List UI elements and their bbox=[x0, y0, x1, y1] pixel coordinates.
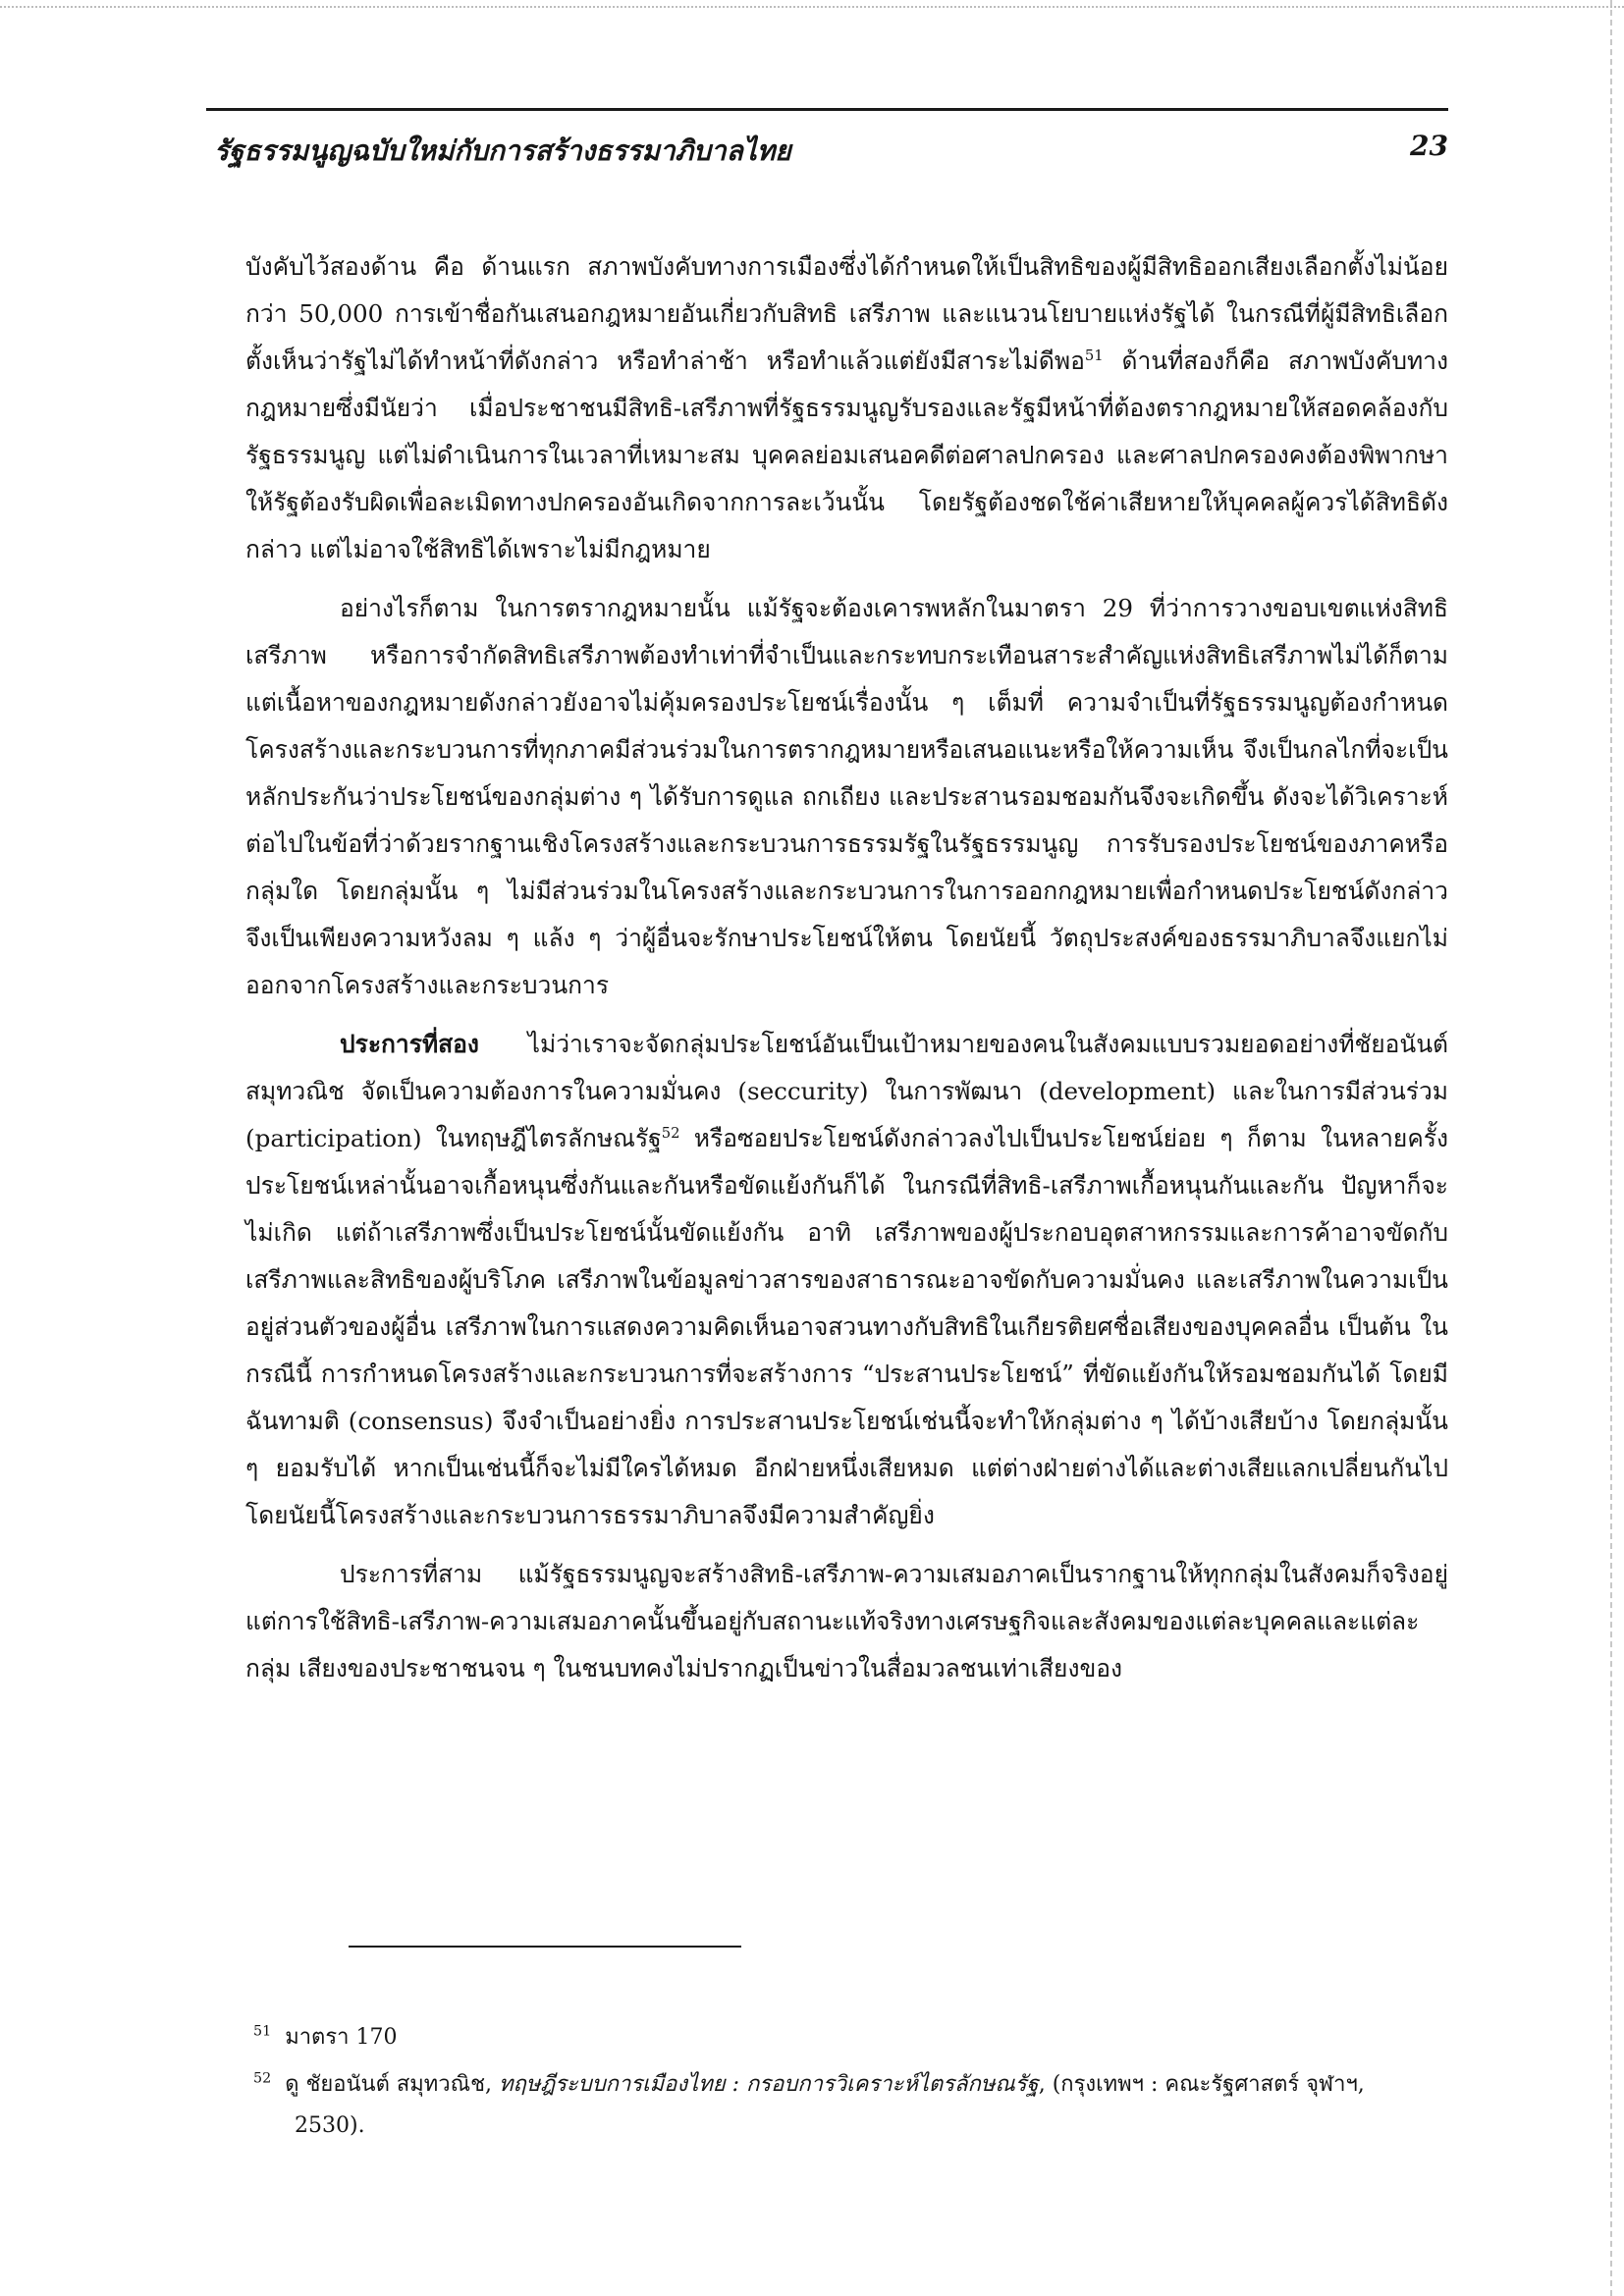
footnote-number: 52 bbox=[253, 2070, 272, 2087]
footnote-publication: , (กรุงเทพฯ : คณะรัฐศาสตร์ จุฬาฯ, 2530). bbox=[295, 2072, 1365, 2138]
page-number: 23 bbox=[1410, 130, 1448, 162]
footnote-book-title: ทฤษฎีระบบการเมืองไทย : กรอบการวิเคราะห์ไตรลักษณรัฐ bbox=[499, 2072, 1039, 2097]
paragraph-text: ประการที่สาม แม้รัฐธรรมนูญจะสร้างสิทธิ-เสรีภาพ-ความเสมอภาคเป็นรากฐานให้ทุกกลุ่มในสังคมก็จริงอยู่ แต่การใช้สิทธิ-เสรีภาพ-ความเสมอภาคนั้นขึ้นอยู่กับสถานะแท้จริงทางเศรษฐกิจและสังคมของแต่ละบุคคลและแต่ละกลุ่ม เสียงของประชาชนจน ๆ ในชนบทคงไม่ปรากฏเป็นข่าวในสื่อมวลชนเท่าเสียงของ bbox=[245, 1560, 1448, 1682]
running-title: รัฐธรรมนูญฉบับใหม่กับการสร้างธรรมาภิบาลไทย bbox=[214, 134, 791, 167]
paragraph-text: ไม่ว่าเราจะจัดกลุ่มประโยชน์อันเป็นเป้าหมายของคนในสังคมแบบรวมยอดอย่างที่ชัยอนันต์ สมุทวณิช จัดเป็นความต้องการในความมั่นคง (seccurity) ในการพัฒนา (development) และในการมีส่วนร่วม (participation) ในทฤษฎีไตรลักษณรัฐ bbox=[245, 1030, 1448, 1152]
header-rule bbox=[206, 108, 1448, 111]
paragraph-4 bbox=[245, 1551, 1448, 1692]
footnote-number: 51 bbox=[253, 2023, 272, 2040]
running-header bbox=[206, 108, 1448, 169]
paragraph-text: บังคับไว้สองด้าน คือ ด้านแรก สภาพบังคับทางการเมืองซึ่งได้กำหนดให้เป็นสิทธิของผู้มีสิทธิออกเสียงเลือกตั้งไม่น้อยกว่า 50,000 การเข้าชื่อกันเสนอกฎหมายอันเกี่ยวกับสิทธิ เสรีภาพ และแนวนโยบายแห่งรัฐได้ ในกรณีที่ผู้มีสิทธิเลือกตั้งเห็นว่ารัฐไม่ได้ทำหน้าที่ดังกล่าว หรือทำล่าช้า หรือทำแล้วแต่ยังมีสาระไม่ดีพอ bbox=[245, 252, 1448, 375]
paragraph-1 bbox=[245, 243, 1448, 573]
paragraph-2 bbox=[245, 585, 1448, 1009]
footnote-text: ดู ชัยอนันต์ สมุทวณิช, bbox=[285, 2072, 499, 2097]
paragraph-text-continued: หรือซอยประโยชน์ดังกล่าวลงไปเป็นประโยชน์ย่อย ๆ ก็ตาม ในหลายครั้งประโยชน์เหล่านั้นอาจเกื้อหนุนซึ่งกันและกันหรือขัดแย้งกันก็ได้ ในกรณีที่สิทธิ-เสรีภาพเกื้อหนุนกันและกัน ปัญหาก็จะไม่เกิด แต่ถ้าเสรีภาพซึ่งเป็นประโยชน์นั้นขัดแย้งกัน อาทิ เสรีภาพของผู้ประกอบอุตสาหกรรมและการค้าอาจขัดกับเสรีภาพและสิทธิของผู้บริโภค เสรีภาพในข้อมูลข่าวสารของสาธารณะอาจขัดกับความมั่นคง และเสรีภาพในความเป็นอยู่ส่วนตัวของผู้อื่น เสรีภาพในการแสดงความคิดเห็นอาจสวนทางกับสิทธิในเกียรติยศชื่อเสียงของบุคคลอื่น เป็นต้น ในกรณีนี้ การกำหนดโครงสร้างและกระบวนการที่จะสร้างการ “ประสานประโยชน์” ที่ขัดแย้งกันให้รอมชอมกันได้ โดยมีฉันทามติ (consensus) จึงจำเป็นอย่างยิ่ง การประสานประโยชน์เช่นนี้จะทำให้กลุ่มต่าง ๆ ได้บ้างเสียบ้าง โดยกลุ่มนั้น ๆ ยอมรับได้ หากเป็นเช่นนี้ก็จะไม่มีใครได้หมด อีกฝ่ายหนึ่งเสียหมด แต่ต่างฝ่ายต่างได้และต่างเสียแลกเปลี่ยนกันไป โดยนัยนี้โครงสร้างและกระบวนการธรรมาภิบาลจึงมีความสำคัญยิ่ง bbox=[245, 1124, 1448, 1529]
paragraph-3 bbox=[245, 1021, 1448, 1539]
scan-edge-right bbox=[1610, 0, 1613, 2296]
body-text bbox=[245, 243, 1448, 1692]
scan-edge-top bbox=[0, 0, 1624, 8]
paragraph-text-continued: ด้านที่สองก็คือ สภาพบังคับทางกฎหมายซึ่งมีนัยว่า เมื่อประชาชนมีสิทธิ-เสรีภาพที่รัฐธรรมนูญรับรองและรัฐมีหน้าที่ต้องตรากฎหมายให้สอดคล้องกับรัฐธรรมนูญ แต่ไม่ดำเนินการในเวลาที่เหมาะสม บุคคลย่อมเสนอคดีต่อศาลปกครอง และศาลปกครองคงต้องพิพากษาให้รัฐต้องรับผิดเพื่อละเมิดทางปกครองอันเกิดจากการละเว้นนั้น โดยรัฐต้องชดใช้ค่าเสียหายให้บุคคลผู้ควรได้สิทธิดังกล่าว แต่ไม่อาจใช้สิทธิได้เพราะไม่มีกฎหมาย bbox=[245, 347, 1448, 563]
footnote-separator bbox=[349, 1946, 741, 1948]
footnotes bbox=[253, 2017, 1441, 2153]
footnote-text: มาตรา 170 bbox=[285, 2025, 398, 2050]
footnote-51 bbox=[253, 2017, 1441, 2058]
footnote-ref-51: 51 bbox=[1084, 347, 1104, 364]
paragraph-lead: ประการที่สอง bbox=[340, 1030, 479, 1058]
footnote-52 bbox=[253, 2064, 1441, 2147]
footnote-ref-52: 52 bbox=[661, 1124, 680, 1142]
paragraph-text: อย่างไรก็ตาม ในการตรากฎหมายนั้น แม้รัฐจะต้องเคารพหลักในมาตรา 29 ที่ว่าการวางขอบเขตแห่งสิทธิเสรีภาพ หรือการจำกัดสิทธิเสรีภาพต้องทำเท่าที่จำเป็นและกระทบกระเทือนสาระสำคัญแห่งสิทธิเสรีภาพไม่ได้ก็ตาม แต่เนื้อหาของกฎหมายดังกล่าวยังอาจไม่คุ้มครองประโยชน์เรื่องนั้น ๆ เต็มที่ ความจำเป็นที่รัฐธรรมนูญต้องกำหนดโครงสร้างและกระบวนการที่ทุกภาคมีส่วนร่วมในการตรากฎหมายหรือเสนอแนะหรือให้ความเห็น จึงเป็นกลไกที่จะเป็นหลักประกันว่าประโยชน์ของกลุ่มต่าง ๆ ได้รับการดูแล ถกเถียง และประสานรอมชอมกันจึงจะเกิดขึ้น ดังจะได้วิเคราะห์ต่อไปในข้อที่ว่าด้วยรากฐานเชิงโครงสร้างและกระบวนการธรรมรัฐในรัฐธรรมนูญ การรับรองประโยชน์ของภาคหรือกลุ่มใด โดยกลุ่มนั้น ๆ ไม่มีส่วนร่วมในโครงสร้างและกระบวนการในการออกกฎหมายเพื่อกำหนดประโยชน์ดังกล่าว จึงเป็นเพียงความหวังลม ๆ แล้ง ๆ ว่าผู้อื่นจะรักษาประโยชน์ให้ตน โดยนัยนี้ วัตถุประสงค์ของธรรมาภิบาลจึงแยกไม่ออกจากโครงสร้างและกระบวนการ bbox=[245, 594, 1448, 999]
